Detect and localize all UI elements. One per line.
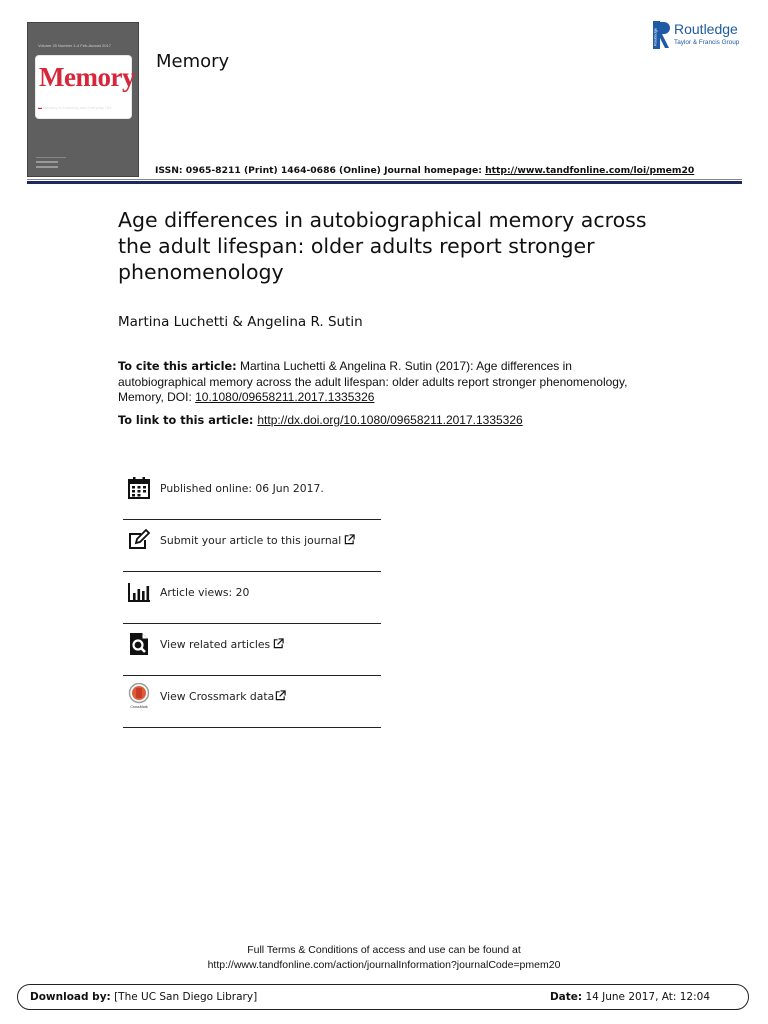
terms-conditions (0, 943, 768, 973)
terms-line-1: Full Terms & Conditions of access and use can be found at (247, 944, 521, 956)
download-by: Download by: [The UC San Diego Library] (30, 991, 258, 1003)
crossmark-item[interactable] (123, 676, 381, 728)
related-articles-item[interactable] (123, 624, 381, 676)
crossmark-badge-text: CrossMark (130, 705, 148, 709)
publisher-name: Routledge (674, 21, 738, 37)
calendar-icon (127, 476, 151, 500)
search-document-icon (127, 632, 151, 656)
published-online-label: Published online: 06 Jun 2017. (160, 482, 324, 495)
download-info-bar (17, 984, 749, 1010)
article-views-label: Article views: 20 (160, 586, 250, 599)
submit-article-item[interactable] (123, 520, 381, 572)
link-label: To link to this article: (118, 414, 258, 427)
terms-line-2[interactable]: http://www.tandfonline.com/action/journalInformation?journalCode=pmem20 (207, 959, 561, 971)
issn-text: ISSN: 0965-8211 (Print) 1464-0686 (Online) Journal homepage: (155, 165, 486, 176)
doi-link[interactable]: 10.1080/09658211.2017.1335326 (195, 390, 375, 404)
journal-name: Memory (156, 51, 230, 72)
cover-publisher-mark (36, 157, 66, 170)
cite-label: To cite this article: (118, 360, 237, 373)
crossmark-icon (127, 683, 151, 709)
article-url-link[interactable]: http://dx.doi.org/10.1080/09658211.2017.1335326 (257, 413, 523, 427)
related-articles-link[interactable]: View related articles (160, 638, 284, 651)
citation-block (118, 359, 658, 406)
cite-text: Martina Luchetti & Angelina R. Sutin (2017): Age differences in autobiographical memory across the adult lifespan: older adults report stronger phenomenology, Memory, DOI: (118, 359, 628, 404)
cover-subtitle: ▬ Memory in Learning and Everyday Life (38, 105, 112, 110)
edit-icon (127, 528, 151, 552)
bar-chart-icon (127, 580, 151, 604)
crossmark-link[interactable]: View Crossmark data (160, 690, 286, 703)
download-date: Date: 14 June 2017, At: 12:04 (549, 991, 710, 1003)
logo-side-text: Routledge (653, 27, 658, 46)
journal-homepage-link[interactable]: http://www.tandfonline.com/loi/pmem20 (485, 165, 695, 176)
article-authors: Martina Luchetti & Angelina R. Sutin (118, 314, 363, 330)
cover-volume-line: Volume 25 Number 1-4 Feb-August 2017 (38, 43, 111, 47)
article-title: Age differences in autobiographical memory across the adult lifespan: older adults report stronger phenomenology (118, 208, 647, 284)
header-divider-thick (27, 181, 742, 184)
article-link-line (118, 413, 523, 427)
submit-article-link[interactable]: Submit your article to this journal (160, 534, 355, 547)
external-link-icon (273, 638, 284, 649)
publisher-subline: Taylor & Francis Group (674, 39, 740, 46)
routledge-logo-icon (653, 21, 671, 49)
external-link-icon (344, 534, 355, 545)
publisher-logo (653, 20, 753, 52)
header-divider-thin (27, 179, 742, 180)
published-online-item (123, 468, 381, 520)
article-info-list (123, 468, 381, 728)
cover-title: Memory (39, 62, 135, 92)
issn-line (155, 165, 694, 176)
journal-cover-image (27, 22, 139, 177)
article-views-item (123, 572, 381, 624)
external-link-icon (275, 690, 286, 701)
